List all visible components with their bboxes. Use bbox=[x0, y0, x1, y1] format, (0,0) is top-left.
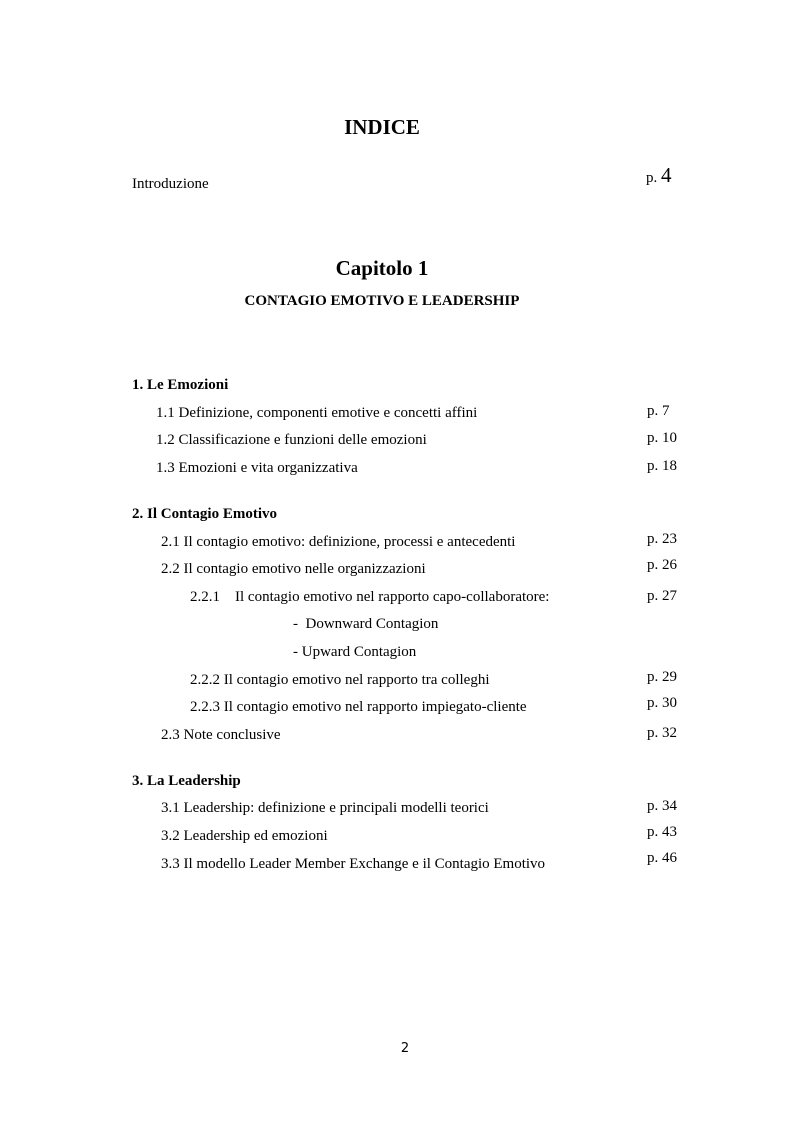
toc-page-2-2: p. 26 bbox=[647, 557, 677, 573]
footer-page-number: 2 bbox=[400, 1041, 410, 1056]
toc-page-2-2-3: p. 30 bbox=[647, 695, 677, 711]
page-number: 4 bbox=[661, 163, 672, 187]
toc-entry-2-1: 2.1 Il contagio emotivo: definizione, processi e antecedenti bbox=[161, 534, 516, 550]
toc-entry-1-2: 1.2 Classificazione e funzioni delle emozioni bbox=[156, 432, 427, 448]
chapter-subtitle: CONTAGIO EMOTIVO E LEADERSHIP bbox=[244, 293, 520, 309]
toc-entry-introduzione: Introduzione bbox=[132, 176, 209, 192]
section-heading-leadership: 3. La Leadership bbox=[132, 773, 241, 789]
toc-subentry-upward-contagion: - Upward Contagion bbox=[293, 644, 417, 660]
toc-page-1-2: p. 10 bbox=[647, 430, 677, 446]
toc-entry-2-2-1: 2.2.1 Il contagio emotivo nel rapporto capo-collaboratore: bbox=[190, 589, 550, 605]
toc-page-2-2-1: p. 27 bbox=[647, 588, 677, 604]
toc-page-3-1: p. 34 bbox=[647, 798, 677, 814]
toc-entry-3-3: 3.3 Il modello Leader Member Exchange e il Contagio Emotivo bbox=[161, 856, 546, 872]
toc-entry-2-2-2: 2.2.2 Il contagio emotivo nel rapporto tra colleghi bbox=[190, 672, 490, 688]
toc-entry-1-3: 1.3 Emozioni e vita organizzativa bbox=[156, 460, 358, 476]
toc-page-3-2: p. 43 bbox=[647, 824, 677, 840]
toc-entry-2-2: 2.2 Il contagio emotivo nelle organizzazioni bbox=[161, 561, 426, 577]
toc-page-introduzione bbox=[646, 163, 672, 188]
toc-page-2-2-2: p. 29 bbox=[647, 669, 677, 685]
toc-page-2-1: p. 23 bbox=[647, 531, 677, 547]
page-prefix: p. bbox=[646, 170, 658, 186]
index-title: INDICE bbox=[344, 115, 420, 139]
toc-entry-1-1: 1.1 Definizione, componenti emotive e concetti affini bbox=[156, 405, 478, 421]
toc-entry-2-2-3: 2.2.3 Il contagio emotivo nel rapporto impiegato-cliente bbox=[190, 699, 527, 715]
toc-entry-3-2: 3.2 Leadership ed emozioni bbox=[161, 828, 328, 844]
toc-entry-3-1: 3.1 Leadership: definizione e principali modelli teorici bbox=[161, 800, 489, 816]
section-heading-contagio-emotivo: 2. Il Contagio Emotivo bbox=[132, 506, 278, 522]
toc-page-2-3: p. 32 bbox=[647, 725, 677, 741]
toc-page-1-1: p. 7 bbox=[647, 403, 670, 419]
toc-subentry-downward-contagion: - Downward Contagion bbox=[293, 616, 439, 632]
section-heading-emozioni: 1. Le Emozioni bbox=[132, 377, 229, 393]
toc-entry-2-3: 2.3 Note conclusive bbox=[161, 727, 281, 743]
toc-page-1-3: p. 18 bbox=[647, 458, 677, 474]
chapter-title: Capitolo 1 bbox=[335, 256, 429, 280]
toc-page-3-3: p. 46 bbox=[647, 850, 677, 866]
